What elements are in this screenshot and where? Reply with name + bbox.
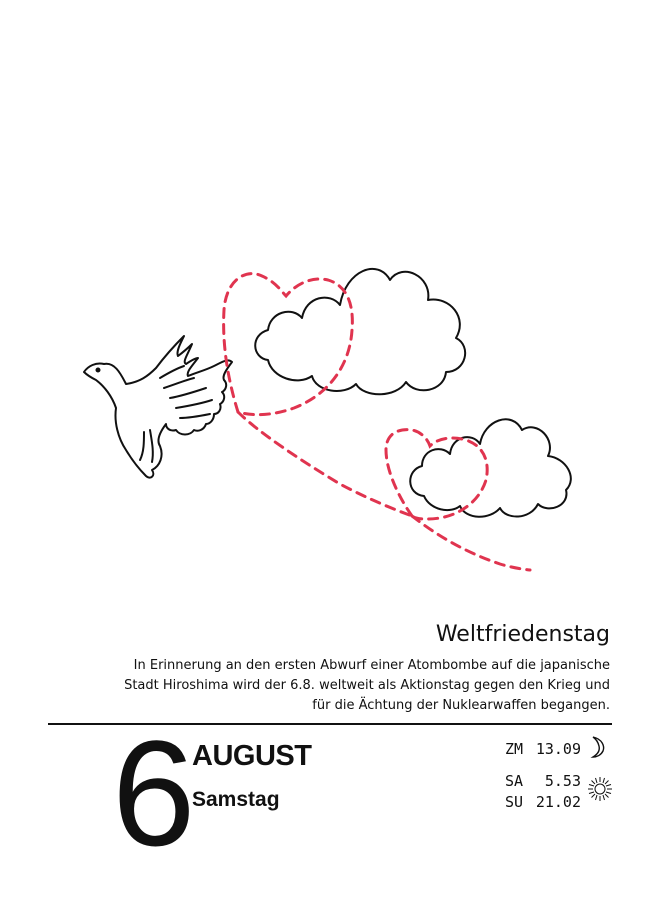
sun-icon	[587, 776, 613, 806]
description-line: In Erinnerung an den ersten Abwurf einer Atombombe auf die japanische	[133, 658, 610, 673]
description-line: Stadt Hiroshima wird der 6.8. weltweit als Aktionstag gegen den Krieg und	[124, 678, 610, 693]
sunset-time: 21.02	[535, 793, 581, 811]
sunset-label: SU	[505, 793, 524, 811]
heart-trail-tail	[412, 516, 530, 570]
description-line: für die Ächtung der Nuklearwaffen begangen.	[312, 698, 610, 713]
sunrise-row	[505, 770, 613, 792]
dove	[84, 336, 232, 478]
heart-trail-small	[386, 430, 487, 519]
large-cloud	[255, 269, 465, 394]
heart-trail-large	[224, 274, 353, 415]
day-number: 6	[112, 709, 192, 877]
heart-trail-path	[238, 412, 412, 516]
moon-label: ZM	[505, 740, 524, 758]
month-name: AUGUST	[192, 740, 312, 772]
moon-row	[505, 738, 607, 760]
sunset-row	[505, 791, 581, 813]
event-description	[90, 656, 610, 716]
sunrise-label: SA	[505, 772, 524, 790]
event-title: Weltfriedenstag	[435, 622, 610, 647]
small-cloud	[410, 419, 571, 516]
weekday-name: Samstag	[192, 788, 280, 811]
sunrise-time: 5.53	[544, 772, 581, 790]
moon-time: 13.09	[535, 740, 581, 758]
crescent-moon-icon	[587, 736, 607, 762]
